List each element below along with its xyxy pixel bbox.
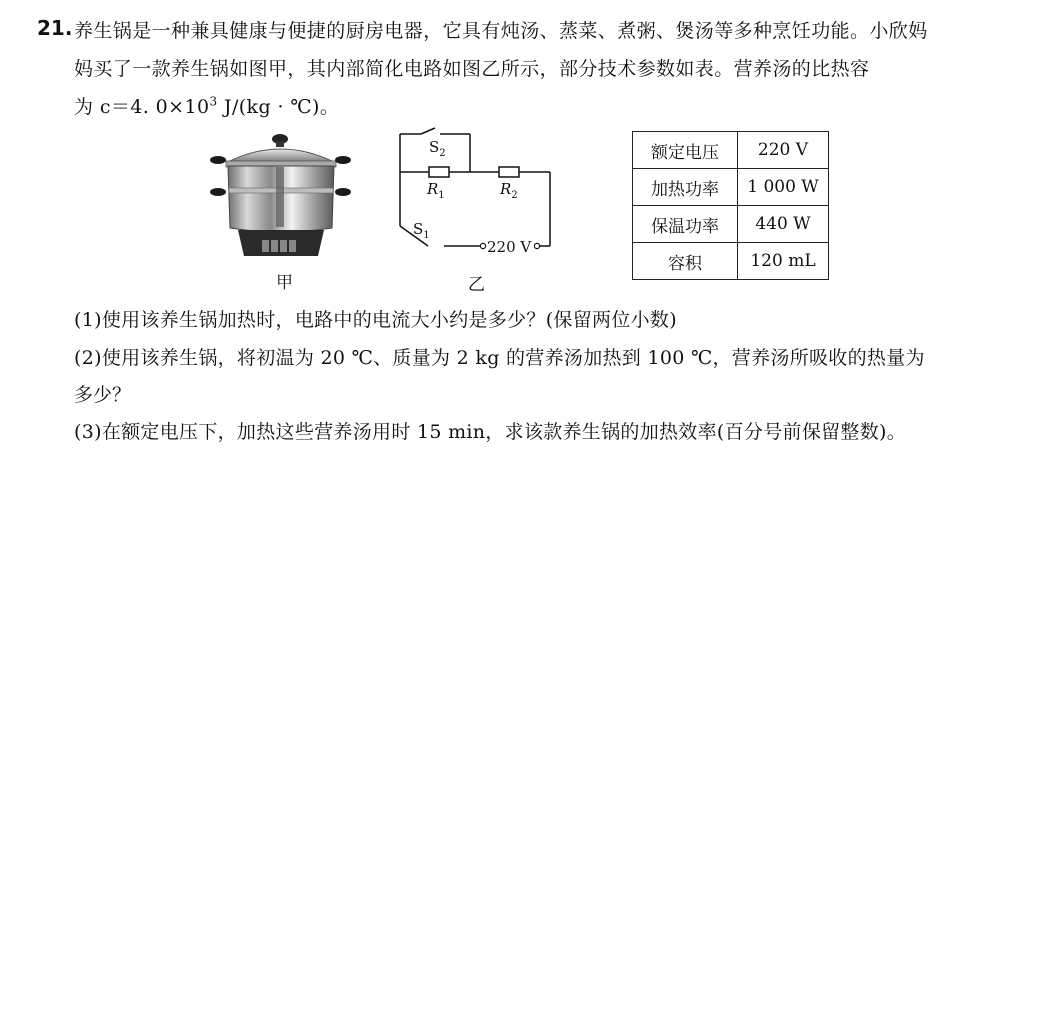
figure-a-caption: 甲 xyxy=(276,273,293,293)
terminal-right xyxy=(534,243,539,248)
terminal-left xyxy=(480,243,485,248)
switch-s2-blade xyxy=(421,128,435,134)
label-source-voltage: 220 V xyxy=(487,238,532,256)
parameter-table xyxy=(632,131,829,280)
param-label: 容积 xyxy=(633,243,738,280)
table-row xyxy=(633,132,829,169)
stem-line-1: 养生锅是一种兼具健康与便捷的厨房电器，它具有炖汤、蒸菜、煮粥、煲汤等多种烹饪功能。小欣妈 xyxy=(74,20,928,42)
resistor-r1 xyxy=(429,167,449,177)
label-r2: $R_2$ xyxy=(500,180,518,201)
param-value: 220 V xyxy=(738,132,829,169)
table-row xyxy=(633,206,829,243)
subquestion-2-line-2: 多少？ xyxy=(74,384,132,406)
param-value: 120 mL xyxy=(738,243,829,280)
param-value: 1 000 W xyxy=(738,169,829,206)
specific-heat-prefix: 为 c＝4. 0×10 xyxy=(74,96,210,118)
subquestion-3: (3)在额定电压下，加热这些营养汤用时 15 min，求该款养生锅的加热效率(百分号前保留整数)。 xyxy=(74,421,907,443)
label-s2: $S_2$ xyxy=(429,138,446,159)
label-r1: $R_1$ xyxy=(427,180,445,201)
param-label: 保温功率 xyxy=(633,206,738,243)
resistor-r2 xyxy=(499,167,519,177)
circuit-diagram xyxy=(388,126,566,266)
label-s1: $S_1$ xyxy=(413,220,430,241)
stem-line-3 xyxy=(74,92,339,119)
subquestion-1: (1)使用该养生锅加热时，电路中的电流大小约是多少？(保留两位小数) xyxy=(74,309,677,331)
param-label: 额定电压 xyxy=(633,132,738,169)
table-row xyxy=(633,243,829,280)
stem-line-2: 妈买了一款养生锅如图甲，其内部简化电路如图乙所示，部分技术参数如表。营养汤的比热容 xyxy=(74,58,870,80)
param-label: 加热功率 xyxy=(633,169,738,206)
figure-b-caption: 乙 xyxy=(468,275,485,295)
question-number: 21. xyxy=(37,16,73,40)
specific-heat-exponent: 3 xyxy=(209,94,218,109)
param-value: 440 W xyxy=(738,206,829,243)
subquestion-2-line-1: (2)使用该养生锅，将初温为 20 ℃、质量为 2 kg 的营养汤加热到 100 ℃，营养汤所吸收的热量为 xyxy=(74,347,925,369)
table-row xyxy=(633,169,829,206)
specific-heat-unit: J/(kg · ℃)。 xyxy=(217,96,340,118)
health-pot-image xyxy=(210,132,358,262)
